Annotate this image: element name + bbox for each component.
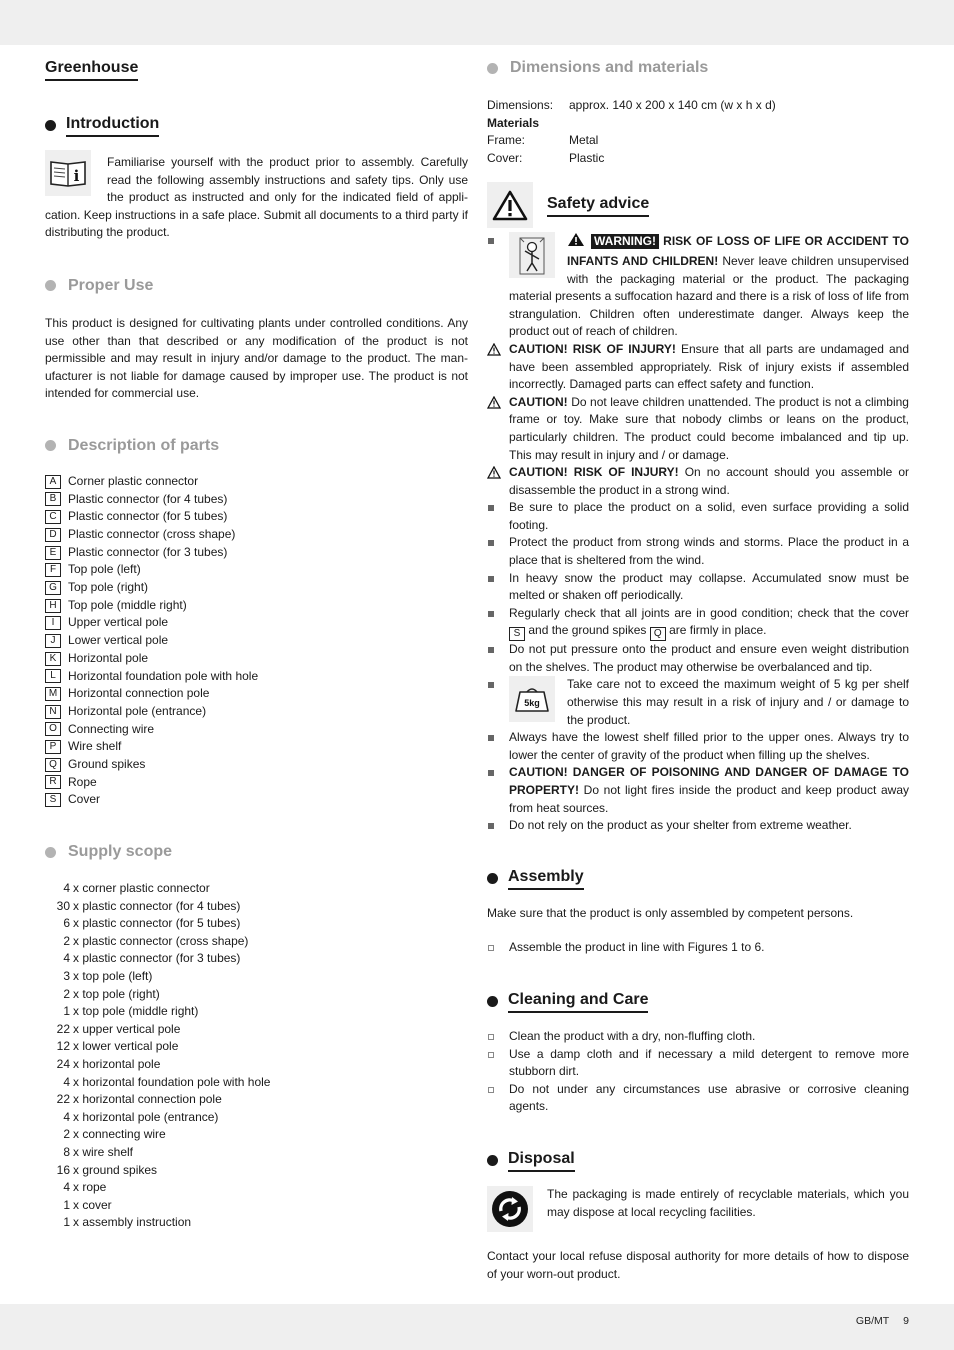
part-letter: P <box>45 740 61 754</box>
supply-qty: 12 <box>56 1039 70 1054</box>
supply-label: x cover <box>73 1197 112 1212</box>
part-label: Plastic connector (for 4 tubes) <box>68 491 228 506</box>
part-letter: G <box>45 581 61 595</box>
weight-5kg-icon <box>509 676 555 722</box>
supply-qty: 2 <box>63 1127 70 1142</box>
square-bullet <box>488 611 494 617</box>
recycling-icon <box>487 1186 533 1232</box>
warning-small-icon <box>567 232 585 253</box>
supply-item <box>45 968 468 986</box>
supply-qty: 8 <box>63 1144 70 1159</box>
safety-list <box>487 232 909 834</box>
parts-heading: Description of parts <box>45 436 468 456</box>
part-label: Lower vertical pole <box>68 633 169 648</box>
part-letter-s: S <box>509 627 525 641</box>
bullet-dot <box>487 873 498 884</box>
part-item <box>45 614 468 632</box>
cover-row: Cover: Plastic <box>487 150 605 165</box>
part-label: Wire shelf <box>68 739 122 754</box>
supply-label: x rope <box>73 1180 107 1195</box>
cleaning-heading: Cleaning and Care <box>487 990 909 1013</box>
supply-label: x horizontal pole (entrance) <box>73 1109 219 1124</box>
part-letter: I <box>45 616 61 630</box>
cleaning-item <box>487 1081 909 1116</box>
square-bullet <box>488 238 494 244</box>
part-letter: O <box>45 722 61 736</box>
cleaning-text: Clean the product with a dry, non-fluffing cloth. <box>509 1028 756 1043</box>
part-label: Horizontal foundation pole with hole <box>68 668 259 683</box>
part-label: Ground spikes <box>68 756 146 771</box>
bottom-band <box>0 1304 954 1350</box>
supply-qty: 4 <box>63 951 70 966</box>
part-item <box>45 561 468 579</box>
supply-list <box>45 880 468 1232</box>
part-item <box>45 668 468 686</box>
supply-qty: 4 <box>63 1074 70 1089</box>
materials-label: Materials <box>487 115 540 130</box>
supply-heading: Supply scope <box>45 842 468 862</box>
supply-item <box>45 1126 468 1144</box>
part-label: Horizontal connection pole <box>68 686 210 701</box>
dimensions-heading: Dimensions and materials <box>487 58 909 78</box>
assembly-text: Make sure that the product is only assembled by competent persons. <box>487 905 854 920</box>
supply-qty: 24 <box>56 1056 70 1071</box>
part-letter: L <box>45 669 61 683</box>
weight-label: 5kg <box>524 698 540 709</box>
part-letter: E <box>45 546 61 560</box>
supply-label: x horizontal connection pole <box>73 1092 222 1107</box>
supply-item <box>45 1091 468 1109</box>
caution-triangle-icon <box>487 466 501 485</box>
supply-item <box>45 1038 468 1056</box>
assembly-step: Assemble the product in line with Figures 1 to 6. <box>487 939 909 957</box>
part-letter: H <box>45 599 61 613</box>
part-label: Rope <box>68 774 97 789</box>
safety-item: Do not put pressure onto the product and ensure even weight distribution on the shelves. The product may otherwise be overbalanced and tip. <box>487 641 909 676</box>
square-bullet <box>488 505 494 511</box>
dimensions-row: Dimensions: approx. 140 x 200 x 140 cm (w x h x d) <box>487 98 776 112</box>
safety-item-poison: CAUTION! DANGER OF POISONING AND DANGER OF DAMAGE TO PROPERTY! Do not light fires inside the product and keep product away from heat sources. <box>487 764 909 817</box>
supply-item <box>45 1179 468 1197</box>
part-label: Plastic connector (for 5 tubes) <box>68 509 228 524</box>
part-label: Corner plastic connector <box>68 473 199 488</box>
supply-label: x connecting wire <box>73 1127 166 1142</box>
supply-label: x assembly instruction <box>73 1215 192 1230</box>
bullet-dot <box>487 1155 498 1166</box>
supply-label: x wire shelf <box>73 1144 134 1159</box>
proper-use-text: This product is designed for cultivating plants under controlled conditions. Any use other than that described or any modification of the product is not permissible and may result in injury and/or damage to the product. The man-ufacturer is not liable for damage caused by improper use. The product is not intended for commercial use. <box>45 315 468 401</box>
supply-qty: 6 <box>63 916 70 931</box>
supply-qty: 1 <box>63 1215 70 1230</box>
supply-item <box>45 1197 468 1215</box>
supply-label: x corner plastic connector <box>73 881 210 895</box>
supply-item <box>45 950 468 968</box>
supply-qty: 16 <box>56 1162 70 1177</box>
frame-row: Frame: Metal <box>487 133 599 148</box>
supply-label: x upper vertical pole <box>73 1021 181 1036</box>
child-packaging-icon <box>509 232 555 278</box>
footer-locale: GB/MT <box>855 1315 890 1327</box>
right-column <box>487 58 909 1283</box>
safety-heading: Safety advice <box>487 182 909 228</box>
part-label: Horizontal pole (entrance) <box>68 703 207 718</box>
part-item <box>45 632 468 650</box>
part-letter: N <box>45 705 61 719</box>
safety-item-warning: WARNING! RISK OF LOSS OF LIFE OR ACCIDENT TO INFANTS AND CHILDREN! Never leave children unsupervised with the packaging material or the product. The packaging material presents a suffocation hazard and there is a risk of loss of life from strangulation. Children often underestimate danger. Always keep the product out of reach of children. <box>487 232 909 341</box>
supply-label: x top pole (right) <box>73 986 160 1001</box>
part-label: Cover <box>68 792 101 807</box>
part-letter: F <box>45 563 61 577</box>
supply-item <box>45 933 468 951</box>
supply-item <box>45 1162 468 1180</box>
part-label: Upper vertical pole <box>68 615 169 630</box>
introduction-text: Familiarise yourself with the product prior to assembly. Carefully read the following assembly instructions and safety tips. Only use the product as instructed and only for the indicated field of appli-cation. Keep instructions in a safe place. Submit all documents to a third party if distributing the product. <box>45 155 468 240</box>
part-item <box>45 756 468 774</box>
part-item <box>45 774 468 792</box>
safety-item: In heavy snow the product may collapse. Accumulated snow must be melted or shaken off periodically. <box>487 570 909 605</box>
supply-item <box>45 1214 468 1232</box>
part-item <box>45 491 468 509</box>
part-letter: S <box>45 793 61 807</box>
bullet-dot <box>45 120 56 131</box>
info-book-icon <box>45 150 91 196</box>
part-letter: B <box>45 492 61 506</box>
caution-triangle-icon <box>487 396 501 415</box>
part-item <box>45 473 468 491</box>
supply-qty: 1 <box>63 1004 70 1019</box>
supply-label: x plastic connector (for 3 tubes) <box>73 951 241 966</box>
supply-item <box>45 898 468 916</box>
cleaning-text: Do not under any circumstances use abrasive or corrosive cleaning agents. <box>509 1081 909 1114</box>
left-column <box>45 58 468 1232</box>
part-letter-q: Q <box>650 627 666 641</box>
supply-qty: 1 <box>63 1197 70 1212</box>
square-bullet <box>488 540 494 546</box>
page-number: 9 <box>903 1315 909 1327</box>
hollow-bullet <box>488 1052 494 1058</box>
bullet-dot <box>45 440 56 451</box>
bullet-dot <box>45 280 56 291</box>
supply-qty: 3 <box>63 968 70 983</box>
supply-qty: 2 <box>63 933 70 948</box>
part-letter: Q <box>45 758 61 772</box>
part-item <box>45 685 468 703</box>
square-bullet <box>488 735 494 741</box>
part-letter: D <box>45 528 61 542</box>
part-label: Plastic connector (for 3 tubes) <box>68 544 228 559</box>
safety-item-caution-2: CAUTION! Do not leave children unattended. The product is not a climbing frame or toy. Make sure that nobody climbs or leans on the product, particularly children. The product could become imbalanced and tip up. This may result in injury and / or damage. <box>487 394 909 464</box>
supply-qty: 22 <box>56 1021 70 1036</box>
page-footer <box>842 1313 909 1331</box>
safety-item: Always have the lowest shelf filled prior to the upper ones. Always try to lower the center of gravity of the product when filling up the shelves. <box>487 729 909 764</box>
square-bullet <box>488 576 494 582</box>
top-band <box>0 0 954 45</box>
supply-item <box>45 1021 468 1039</box>
part-item <box>45 721 468 739</box>
square-bullet <box>488 647 494 653</box>
part-label: Connecting wire <box>68 721 155 736</box>
part-item <box>45 508 468 526</box>
part-letter: K <box>45 652 61 666</box>
supply-qty: 4 <box>63 1109 70 1124</box>
part-letter: C <box>45 510 61 524</box>
bullet-dot <box>487 63 498 74</box>
part-label: Plastic connector (cross shape) <box>68 527 236 542</box>
square-bullet <box>488 823 494 829</box>
safety-item-caution-1: CAUTION! RISK OF INJURY! Ensure that all parts are undamaged and have been assembled appropriately. Risk of injury exists if assembled incorrectly. Damaged parts can effect safety and function. <box>487 341 909 394</box>
supply-label: x top pole (left) <box>73 968 153 983</box>
cleaning-item <box>487 1046 909 1081</box>
square-bullet <box>488 682 494 688</box>
supply-item <box>45 1074 468 1092</box>
supply-label: x lower vertical pole <box>73 1039 179 1054</box>
part-item <box>45 650 468 668</box>
disposal-heading: Disposal <box>487 1149 909 1172</box>
supply-label: x plastic connector (cross shape) <box>73 933 249 948</box>
hollow-bullet <box>488 945 494 951</box>
supply-label: x ground spikes <box>73 1162 158 1177</box>
cleaning-item <box>487 1028 909 1046</box>
safety-item: Regularly check that all joints are in good condition; check that the cover S and the ground spikes Q are firmly in place. <box>487 605 909 641</box>
part-letter: R <box>45 775 61 789</box>
part-item <box>45 544 468 562</box>
supply-item <box>45 1144 468 1162</box>
cleaning-list <box>487 1028 909 1116</box>
page-title: Greenhouse <box>45 58 138 81</box>
supply-qty: 4 <box>63 1180 70 1195</box>
supply-qty: 30 <box>56 898 70 913</box>
part-item <box>45 597 468 615</box>
bullet-dot <box>487 996 498 1007</box>
square-bullet <box>488 770 494 776</box>
supply-item <box>45 915 468 933</box>
supply-qty: 4 <box>63 881 70 895</box>
safety-item-weight: 5kg Take care not to exceed the maximum weight of 5 kg per shelf otherwise this may result in a risk of injury and / or damage to the product. <box>487 676 909 729</box>
part-letter: M <box>45 687 61 701</box>
supply-qty: 2 <box>63 986 70 1001</box>
supply-item <box>45 1109 468 1127</box>
disposal-block <box>487 1186 909 1232</box>
safety-item: Be sure to place the product on a solid, even surface providing a solid footing. <box>487 499 909 534</box>
part-item <box>45 703 468 721</box>
safety-item: Do not rely on the product as your shelter from extreme weather. <box>487 817 909 835</box>
proper-use-heading: Proper Use <box>45 276 468 296</box>
part-item <box>45 526 468 544</box>
supply-qty: 22 <box>56 1092 70 1107</box>
supply-item <box>45 880 468 898</box>
supply-item <box>45 1056 468 1074</box>
supply-item <box>45 986 468 1004</box>
safety-item: Protect the product from strong winds and storms. Place the product in a place that is sheltered from the wind. <box>487 534 909 569</box>
supply-label: x top pole (middle right) <box>73 1004 199 1019</box>
part-label: Top pole (left) <box>68 562 141 577</box>
part-item <box>45 738 468 756</box>
supply-label: x plastic connector (for 4 tubes) <box>73 898 241 913</box>
bullet-dot <box>45 847 56 858</box>
assembly-list <box>487 939 909 957</box>
part-item <box>45 579 468 597</box>
warning-triangle-icon <box>487 182 533 228</box>
assembly-heading: Assembly <box>487 867 909 890</box>
supply-label: x plastic connector (for 5 tubes) <box>73 916 241 931</box>
caution-triangle-icon <box>487 343 501 362</box>
part-letter: J <box>45 634 61 648</box>
part-label: Top pole (right) <box>68 580 149 595</box>
svg-text:i: i <box>73 167 80 185</box>
disposal-text-2: Contact your local refuse disposal authority for more details of how to dispose of your worn-out product. <box>487 1248 909 1281</box>
part-item <box>45 791 468 809</box>
supply-label: x horizontal pole <box>73 1056 161 1071</box>
cleaning-text: Use a damp cloth and if necessary a mild detergent to remove more stubborn dirt. <box>509 1046 909 1079</box>
introduction-heading: Introduction <box>45 114 468 137</box>
supply-item <box>45 1003 468 1021</box>
part-label: Horizontal pole <box>68 650 149 665</box>
safety-item-caution-3: CAUTION! RISK OF INJURY! On no account should you assemble or disassemble the product in a strong wind. <box>487 464 909 499</box>
part-label: Top pole (middle right) <box>68 597 187 612</box>
parts-list <box>45 473 468 809</box>
supply-label: x horizontal foundation pole with hole <box>73 1074 271 1089</box>
introduction-block <box>45 154 468 242</box>
disposal-text-1: The packaging is made entirely of recyclable materials, which you may dispose at local recycling facilities. <box>547 1186 909 1219</box>
hollow-bullet <box>488 1087 494 1093</box>
hollow-bullet <box>488 1034 494 1040</box>
dimensions-block <box>487 97 909 167</box>
part-letter: A <box>45 475 61 489</box>
